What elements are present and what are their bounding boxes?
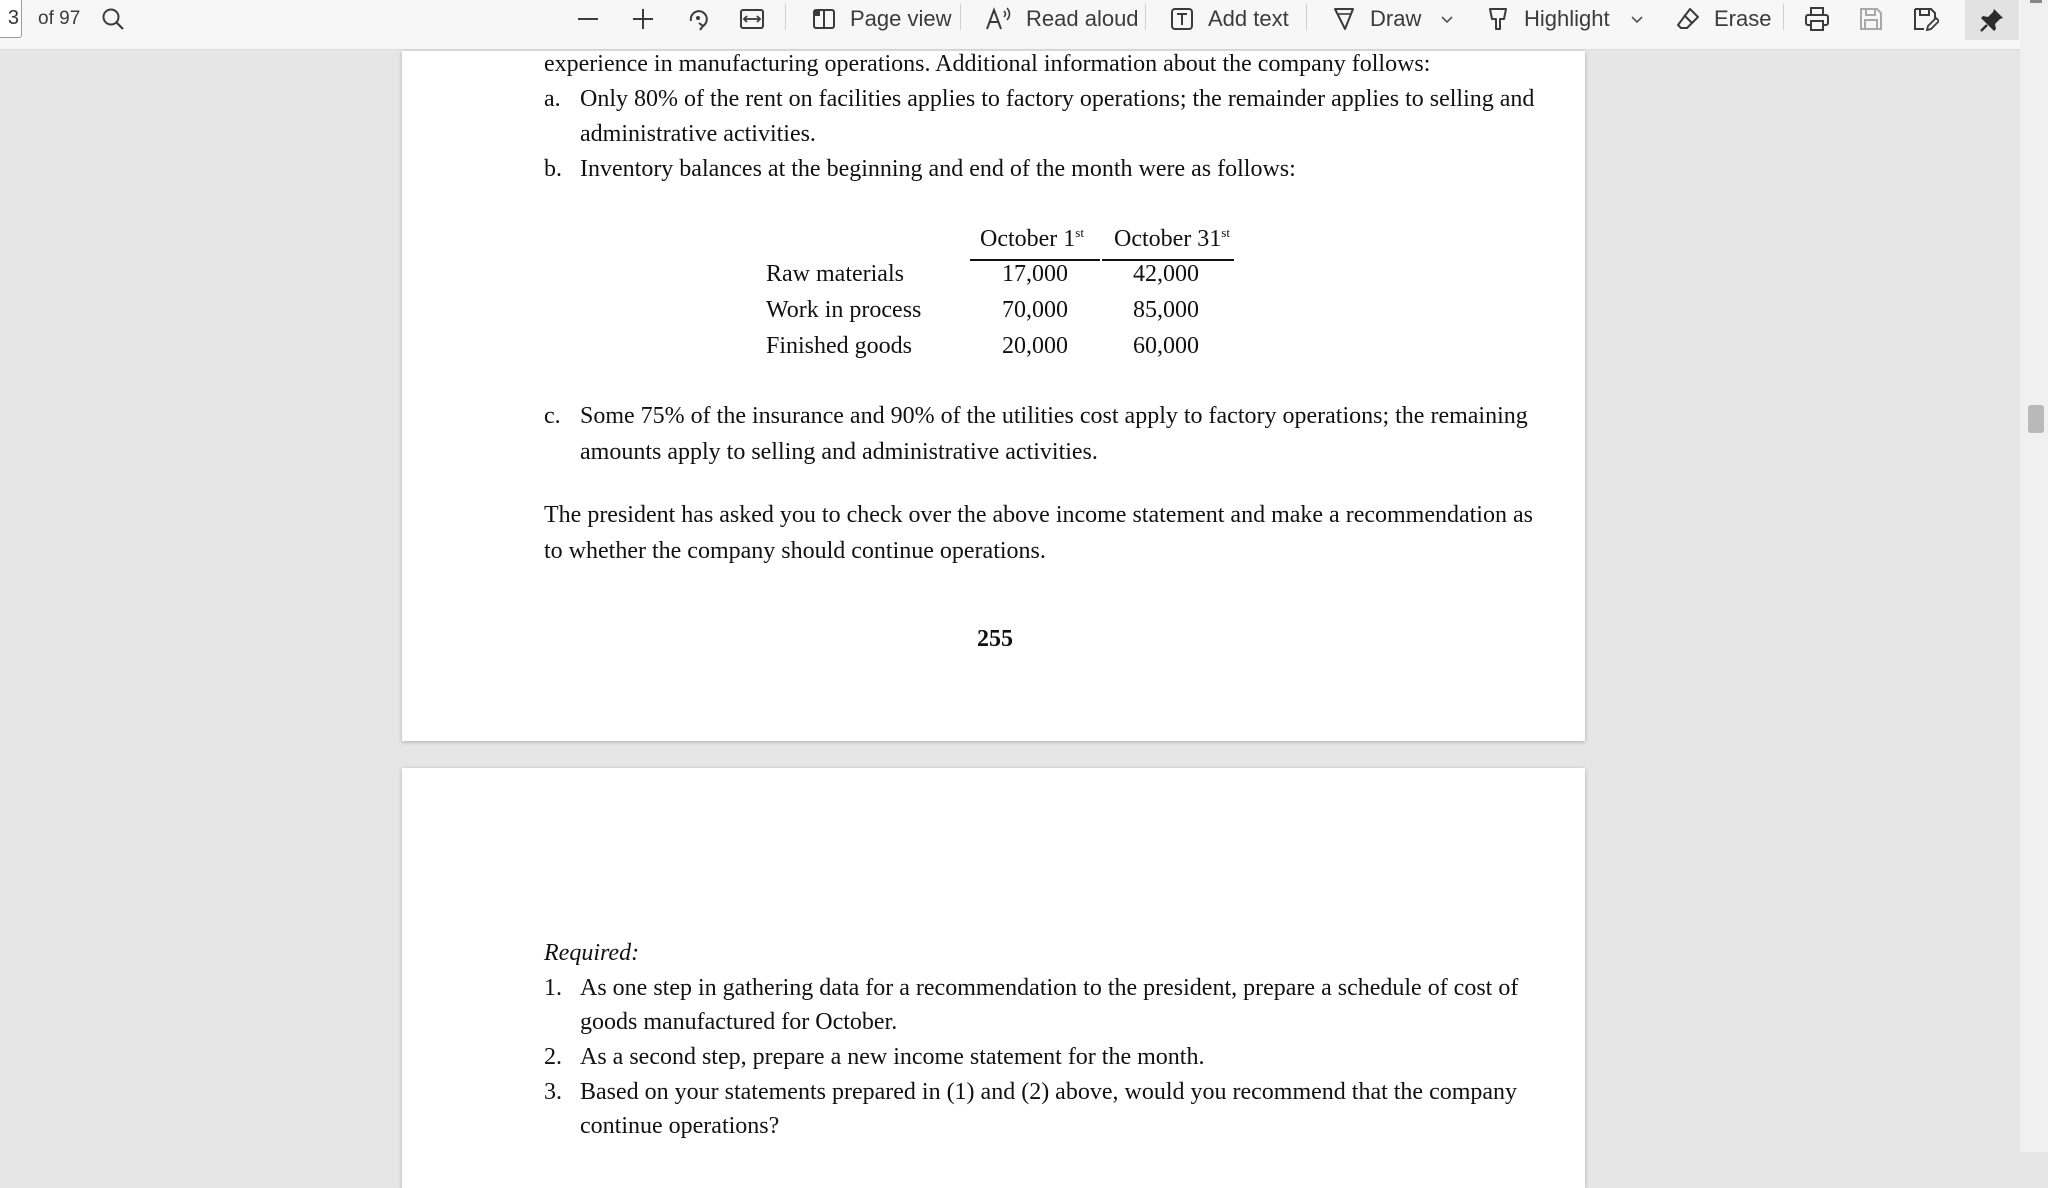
print-button[interactable] xyxy=(1803,0,1831,38)
rotate-button[interactable] xyxy=(684,0,712,38)
vertical-scrollbar[interactable] xyxy=(2020,0,2048,1152)
zoom-in-button[interactable] xyxy=(630,0,656,38)
save-button[interactable] xyxy=(1857,0,1885,38)
scrollbar-thumb[interactable] xyxy=(2028,405,2044,433)
highlight-label: Highlight xyxy=(1524,6,1610,31)
page-number-value: 3 xyxy=(7,6,19,29)
search-icon xyxy=(100,6,126,32)
table-cell-oct1: 20,000 xyxy=(1002,333,1068,359)
toolbar-divider xyxy=(1145,4,1146,30)
toolbar-divider xyxy=(785,4,786,30)
required-item-line2: continue operations? xyxy=(580,1113,780,1139)
scroll-up-arrow[interactable] xyxy=(2030,0,2042,3)
zoom-in-icon xyxy=(630,6,656,32)
add-text-icon xyxy=(1168,5,1196,33)
toolbar-divider xyxy=(960,4,961,30)
item-c-marker: c. xyxy=(544,403,561,429)
print-icon xyxy=(1803,5,1831,33)
required-item-marker: 3. xyxy=(544,1079,562,1105)
add-text-label: Add text xyxy=(1208,6,1289,31)
draw-button[interactable] xyxy=(1330,0,1421,38)
erase-label: Erase xyxy=(1714,6,1772,31)
document-page-256 xyxy=(402,768,1585,1188)
table-row-label: Finished goods xyxy=(766,333,913,359)
paragraph-line1: The president has asked you to check over the above income statement and make a recommendation as xyxy=(544,502,1533,528)
zoom-out-icon xyxy=(575,6,601,32)
draw-options-dropdown[interactable] xyxy=(1438,0,1456,38)
zoom-out-button[interactable] xyxy=(575,0,601,38)
chevron-down-icon xyxy=(1438,10,1456,28)
item-a-marker: a. xyxy=(544,86,561,112)
required-item-line1: As a second step, prepare a new income statement for the month. xyxy=(580,1044,1205,1070)
draw-icon xyxy=(1330,5,1358,33)
item-b-marker: b. xyxy=(544,156,562,182)
table-row-label: Raw materials xyxy=(766,261,904,287)
fit-width-button[interactable] xyxy=(738,0,766,38)
draw-label: Draw xyxy=(1370,6,1422,31)
add-text-button[interactable] xyxy=(1168,0,1289,38)
document-page-255 xyxy=(402,51,1585,741)
page-view-button[interactable] xyxy=(810,0,952,38)
item-b-line1: Inventory balances at the beginning and end of the month were as follows: xyxy=(580,156,1296,182)
table-row-label: Work in process xyxy=(766,297,922,323)
save-icon xyxy=(1857,5,1885,33)
save-as-icon xyxy=(1911,5,1939,33)
erase-button[interactable] xyxy=(1674,0,1771,38)
table-cell-oct1: 70,000 xyxy=(1002,297,1068,323)
intro-line: experience in manufacturing operations. Additional information about the company follows: xyxy=(544,51,1431,77)
item-a-line2: administrative activities. xyxy=(580,121,816,147)
required-item-line2: goods manufactured for October. xyxy=(580,1009,898,1035)
highlight-options-dropdown[interactable] xyxy=(1628,0,1646,38)
page-number-input[interactable] xyxy=(0,0,22,38)
toolbar-divider xyxy=(1783,4,1784,30)
required-heading: Required: xyxy=(544,940,640,966)
page-total: of 97 xyxy=(38,8,81,29)
paragraph-line2: to whether the company should continue operations. xyxy=(544,538,1046,564)
chevron-down-icon xyxy=(1628,10,1646,28)
read-aloud-icon xyxy=(984,5,1014,33)
page-number: 255 xyxy=(977,626,1013,652)
highlight-icon xyxy=(1484,5,1512,33)
table-cell-oct31: 60,000 xyxy=(1133,333,1199,359)
table-cell-oct1: 17,000 xyxy=(1002,261,1068,287)
table-cell-oct31: 42,000 xyxy=(1133,261,1199,287)
rotate-icon xyxy=(684,5,712,33)
highlight-button[interactable] xyxy=(1484,0,1610,38)
toolbar-divider xyxy=(1306,4,1307,30)
erase-icon xyxy=(1674,5,1702,33)
pin-icon xyxy=(1979,7,2005,33)
search-button[interactable] xyxy=(100,0,126,38)
table-header-oct31: October 31st xyxy=(1114,225,1230,252)
table-header-oct1: October 1st xyxy=(980,225,1084,252)
page-view-icon xyxy=(810,5,838,33)
item-c-line1: Some 75% of the insurance and 90% of the utilities cost apply to factory operations; the remaining xyxy=(580,403,1528,429)
required-item-line1: As one step in gathering data for a recommendation to the president, prepare a schedule of cost of xyxy=(580,975,1519,1001)
item-a-line1: Only 80% of the rent on facilities applies to factory operations; the remainder applies to selling and xyxy=(580,86,1535,112)
pdf-toolbar xyxy=(0,0,2048,50)
pin-toolbar-button[interactable] xyxy=(1965,0,2019,40)
required-item-line1: Based on your statements prepared in (1) and (2) above, would you recommend that the company xyxy=(580,1079,1518,1105)
read-aloud-button[interactable] xyxy=(984,0,1139,38)
read-aloud-label: Read aloud xyxy=(1026,6,1139,31)
item-c-line2: amounts apply to selling and administrative activities. xyxy=(580,439,1098,465)
required-item-marker: 1. xyxy=(544,975,562,1001)
save-as-button[interactable] xyxy=(1911,0,1939,38)
page-view-label: Page view xyxy=(850,6,952,31)
fit-width-icon xyxy=(738,5,766,33)
required-item-marker: 2. xyxy=(544,1044,562,1070)
table-cell-oct31: 85,000 xyxy=(1133,297,1199,323)
